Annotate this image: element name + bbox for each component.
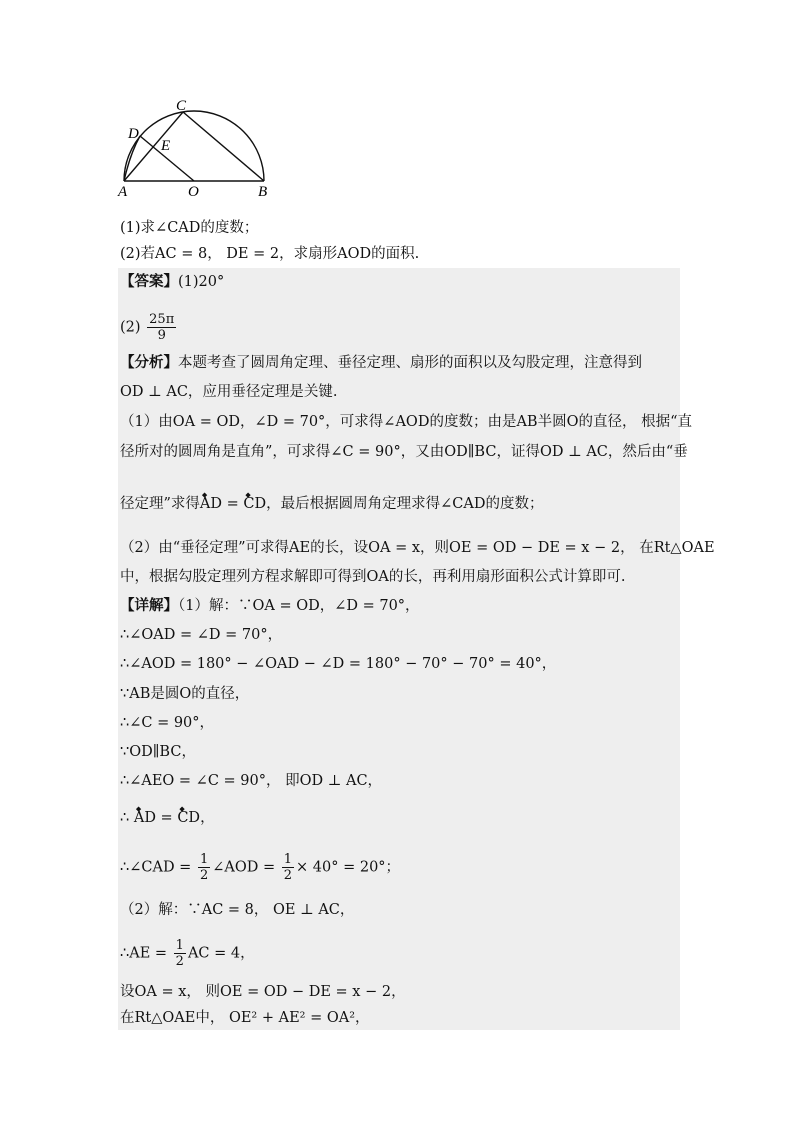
question-2: (2)若AC = 8， DE = 2，求扇形AOD的面积. <box>120 246 420 262</box>
arc-CD-detail: ◆ CD <box>177 808 200 828</box>
answer-line-2 <box>120 312 178 343</box>
analysis-line-1 <box>120 353 642 373</box>
analysis-line-6: （2）由“垂径定理”可求得AE的长，设OA = x，则OE = OD − DE = x − 2， 在Rt△OAE <box>120 540 715 556</box>
answer-line-1 <box>120 272 224 292</box>
equals-sign: = <box>222 496 244 512</box>
analysis-line-5 <box>120 494 543 514</box>
half-2-num: 1 <box>283 852 293 867</box>
question-1: (1)求∠CAD的度数； <box>120 220 259 236</box>
detail-line-12: 设OA = x， 则OE = OD − DE = x − 2， <box>120 984 406 1000</box>
detail-line-3: ∴∠AOD = 180° − ∠OAD − ∠D = 180° − 70° − 70° = 40°， <box>120 656 557 672</box>
detail-line-9 <box>120 852 400 883</box>
detail-11a: ∴AE = <box>120 945 172 962</box>
detail-label: 【详解】 <box>120 598 178 614</box>
arc-AD: ◆ AD <box>200 494 222 514</box>
label-A: A <box>118 184 128 200</box>
arc-CD: ◆ CD <box>243 494 266 514</box>
detail-line-13: 在Rt△OAE中， OE² + AE² = OA²， <box>120 1010 370 1026</box>
analysis-label: 【分析】 <box>120 355 178 371</box>
detail-line-1 <box>120 596 420 616</box>
semicircle-figure <box>112 92 282 202</box>
half-3-num: 1 <box>175 938 184 953</box>
label-C: C <box>176 98 187 114</box>
detail-11b: AC = 4， <box>187 945 255 962</box>
therefore-8: ∴ <box>120 810 134 826</box>
answer-part-2-prefix: (2) <box>120 319 141 336</box>
detail-line-11 <box>120 938 255 969</box>
fraction-half-3 <box>174 938 186 969</box>
fraction-half-2 <box>282 852 294 883</box>
answer-part-1: (1)20° <box>178 274 225 290</box>
answer-denominator: 9 <box>157 328 166 343</box>
detail-line-4: ∵AB是圆O的直径， <box>120 686 250 702</box>
half-1-den: 2 <box>199 868 209 883</box>
equals-8: = <box>155 810 178 826</box>
analysis-text-5a: 径定理”求得 <box>120 496 200 512</box>
detail-line-5: ∴∠C = 90°， <box>120 715 215 731</box>
arc-AD-detail: ◆ AD <box>134 808 156 828</box>
detail-line-6: ∵OD∥BC， <box>120 744 196 760</box>
analysis-text-5b: ，最后根据圆周角定理求得∠CAD的度数； <box>266 496 544 512</box>
detail-9c: × 40° = 20°； <box>296 859 401 876</box>
fraction-half-1 <box>198 852 210 883</box>
answer-fraction <box>147 312 176 343</box>
chord-AD <box>124 136 140 181</box>
label-D: D <box>128 126 139 142</box>
half-3-den: 2 <box>175 954 184 969</box>
analysis-line-3: （1）由OA = OD，∠D = 70°，可求得∠AOD的度数；由是AB半圆O的直径， 根据“直 <box>120 414 692 430</box>
label-E: E <box>161 138 171 154</box>
label-O: O <box>188 184 199 200</box>
analysis-line-4: 径所对的圆周角是直角”，可求得∠C = 90°，又由OD∥BC，证得OD ⊥ AC，然后由“垂 <box>120 444 688 460</box>
analysis-text-1: 本题考查了圆周角定理、垂径定理、扇形的面积以及勾股定理，注意得到 <box>178 355 642 371</box>
answer-numerator: 25π <box>149 312 175 327</box>
detail-9b: ∠AOD = <box>212 859 280 876</box>
half-2-den: 2 <box>283 868 293 883</box>
label-B: B <box>258 184 268 200</box>
detail-text-1: （1）解：∵OA = OD，∠D = 70°， <box>178 598 420 614</box>
half-1-num: 1 <box>199 852 209 867</box>
answer-label: 【答案】 <box>120 274 178 290</box>
analysis-line-2: OD ⊥ AC，应用垂径定理是关键. <box>120 384 338 400</box>
detail-line-8 <box>120 808 215 828</box>
detail-line-10: （2）解：∵AC = 8， OE ⊥ AC， <box>120 902 355 918</box>
detail-line-7: ∴∠AEO = ∠C = 90°， 即OD ⊥ AC， <box>120 773 383 789</box>
detail-9a: ∴∠CAD = <box>120 859 196 876</box>
analysis-line-7: 中，根据勾股定理列方程求解即可得到OA的长，再利用扇形面积公式计算即可. <box>120 569 626 585</box>
segment-CB <box>183 112 264 181</box>
detail-line-2: ∴∠OAD = ∠D = 70°， <box>120 627 283 643</box>
comma-8: ， <box>200 810 215 826</box>
